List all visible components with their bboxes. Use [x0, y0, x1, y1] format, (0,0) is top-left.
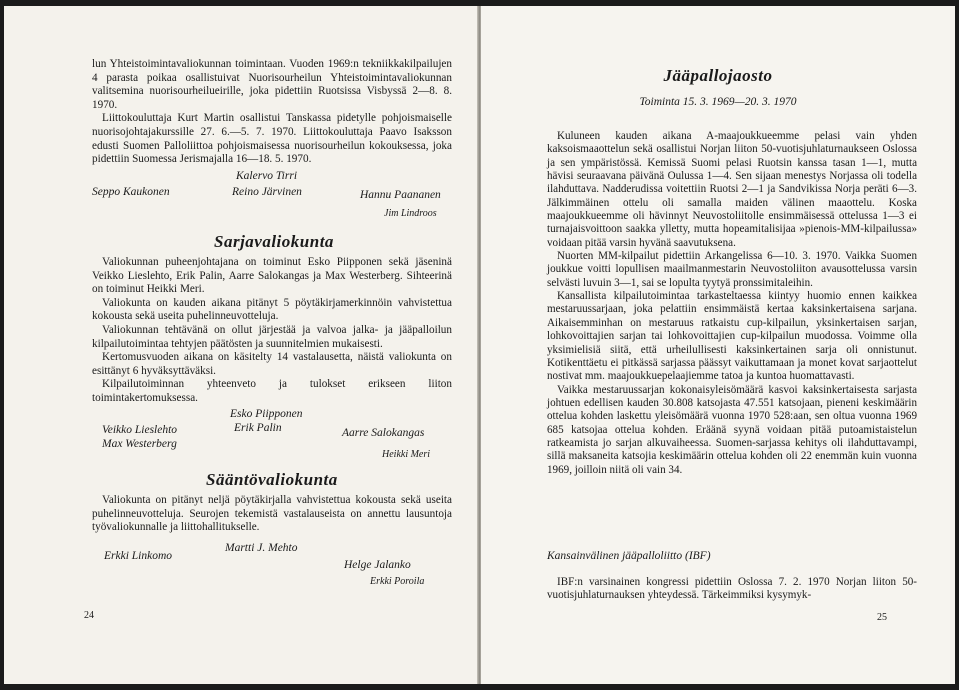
paragraph: Valiokunnan tehtävänä on ollut järjestää ja valvoa jalka- ja jääpalloilun kilpailutoimintaa tehtyjen päätösten ja suunnitelmien mukaisesti.: [92, 323, 452, 350]
page-number: 24: [84, 610, 94, 621]
signature-aarre-salokangas: Aarre Salokangas: [342, 427, 425, 439]
signature-helge-jalanko: Helge Jalanko: [344, 559, 411, 571]
left-page: [4, 6, 478, 684]
paragraph: Kilpailutoiminnan yhteenveto ja tulokset erikseen liiton toimintakertomuksessa.: [92, 378, 452, 404]
signature-martti-mehto: Martti J. Mehto: [225, 542, 298, 554]
section-heading-jaapallojaosto: Jääpallojaosto: [663, 66, 773, 85]
paragraph: Kansallista kilpailutoimintaa tarkasteltaessa kiintyy huomio ennen kaikkea mestaruussarjaan, joka pelattiin ensimmäistä kertaa kaksinkertaisena sarjana. Aikaisemminhan on mestaruus ratkaistu cup-kilpailun, yksinkertaisen sarjan, lohkovoittajien sarjan tai lohkovoittajien cup-kilpailun muodossa. Voimme olla yksimielisiä siitä, että urheilullisesti kaksinkertainen sarja oli onnistunut. Kotikenttäetu ei pitkässä sarjassa päässyt vaikuttamaan ja monet kovat sarjaottelut nostivat mm. maajoukkuepelaajiemme tatoa ja kuntoa huomattavasti.: [547, 290, 917, 383]
paragraph: Kuluneen kauden aikana A-maajoukkueemme pelasi vain yhden kaksoismaaottelun sekä osallistui Norjan liiton 50-vuotisjuhlaturnaukseen Oslossa ja sen ympäristössä. Kemissä Suomi pelasi Ruotsin kanssa tasan 1—1, mutta hävisi seuraavana päivänä Oulussa 1—4. Sen sijaan menestys Norjassa oli todella ilahduttava. Nadderudissa voitettiin Ruotsi 2—1 ja Sandvikissa Norja peräti 6—3. Jälkimmäinen ottelu oli samalla maiden välinen maaottelu. Koska maajoukkueemme oli hävinnyt Neuvostoliitolle ensimmäisessä ottelussa 1—3 ei turnajaisvoittoon saakka ylletty, mutta hopeamitalisijaa »pienois-MM-kilpailussa» voidaan pitää varsin hyvänä saavutuksena.: [547, 130, 917, 249]
subheading-ibf: Kansainvälinen jääpalloliitto (IBF): [547, 550, 711, 562]
paragraph: Nuorten MM-kilpailut pidettiin Arkangelissa 6—10. 3. 1970. Vaikka Suomen joukkue voitti lopullisen maailmanmestarin Neuvostoliiton avausottelussa varsin selvästi luvuin 3—1, sai se lopulta tyytyä pronssimitaleihin.: [547, 250, 917, 289]
paragraph: Vaikka mestaruussarjan kokonaisyleisömäärä kasvoi kaksinkertaisesta sarjasta johtuen edellisen kauden 30.808 katsojasta 47.551 katsojaan, pieneni keskimäärin ottelua kohden laskettu yleisömäärä vuonna 1970 528:aan, sen oltua vuonna 1969 685 katsojaa ottelua kohden. Eräänä syynä voidaan pitää putoamistaistelun ratkeamista jo sarjan alkuvaiheessa. Suomen-sarjassa kehitys oli ilahduttavampi, sillä maksaneita katsojia keskimäärin ottelua kohden oli 22 enemmän kuin vuonna 1969, joilloin niitä oli vain 34.: [547, 383, 917, 476]
signature-reino-jarvinen: Reino Järvinen: [232, 186, 302, 198]
left-bottom-text: [92, 494, 452, 535]
page-number: 25: [877, 612, 887, 623]
signature-heikki-meri: Heikki Meri: [382, 449, 431, 460]
signature-erkki-linkomo: Erkki Linkomo: [104, 550, 173, 562]
paragraph: Valiokunnan puheenjohtajana on toiminut Esko Piipponen sekä jäseninä Veikko Lieslehto, Erik Palin, Aarre Salokangas ja Max Westerberg. Sihteerinä on toiminut Heikki Meri.: [92, 256, 452, 296]
signature-veikko-lieslehto: Veikko Lieslehto: [102, 424, 178, 436]
left-mid-text: [92, 256, 452, 406]
signature-kalervo-tirri: Kalervo Tirri: [236, 170, 298, 182]
paragraph: Valiokunta on kauden aikana pitänyt 5 pöytäkirjamerkinnöin vahvistettua kokousta sekä useita puhelinneuvotteluja.: [92, 296, 452, 323]
signature-jim-lindroos: Jim Lindroos: [384, 208, 437, 219]
signature-esko-piipponen: Esko Piipponen: [230, 408, 303, 420]
paragraph: Kertomusvuoden aikana on käsitelty 14 vastalausetta, näistä valiokunta on esittänyt 6 hyväksyttäväksi.: [92, 351, 452, 377]
paragraph: lun Yhteistoimintavaliokunnan toimintaan. Vuoden 1969:n tekniikkakilpailujen 4 parasta poikaa osallistuivat Nuorisourheilun Yhteistoimintavaliokunnan valitsemina nuorisourheilueirille, joka pidettiin Ruotsissa Visbyssä 2—8. 8. 1970.: [92, 58, 452, 111]
section-heading-sarjavaliokunta: Sarjavaliokunta: [214, 232, 334, 251]
left-top-text: [92, 58, 452, 167]
signature-erkki-poroila: Erkki Poroila: [370, 576, 425, 587]
paragraph: IBF:n varsinainen kongressi pidettiin Oslossa 7. 2. 1970 Norjan liiton 50-vuotisjuhlaturnauksen yhteydessä. Tärkeimmiksi kysymyk-: [547, 576, 917, 602]
signature-max-westerberg: Max Westerberg: [102, 438, 177, 450]
paragraph: Liittokouluttaja Kurt Martin osallistui Tanskassa pidetylle pohjoismaiselle nuorisojohtajakurssille 27. 6.—5. 7. 1970. Liittokouluttaja Paavo Isaksson edusti Suomen Palloliittoa pohjoismaisessa nuorisourheilun kokouksessa, joka pidettiin Suomessa Jerismajalla 16—18. 5. 1970.: [92, 112, 452, 166]
signature-seppo-kaukonen: Seppo Kaukonen: [92, 186, 170, 198]
paragraph: Valiokunta on pitänyt neljä pöytäkirjalla vahvistettua kokousta sekä useita puhelinneuvotteluja. Seurojen tekemistä vastalauseista on annettu lausuntoja työvaliokunnalle ja liittohallitukselle.: [92, 494, 452, 534]
section-heading-saantovaliokunta: Sääntövaliokunta: [206, 470, 338, 489]
signature-hannu-paananen: Hannu Paananen: [360, 189, 441, 201]
right-main-text: [547, 130, 917, 477]
signature-erik-palin: Erik Palin: [234, 422, 282, 434]
right-page: [481, 6, 955, 684]
section-subtitle: Toiminta 15. 3. 1969—20. 3. 1970: [639, 96, 797, 108]
right-bottom-text: [547, 576, 917, 603]
